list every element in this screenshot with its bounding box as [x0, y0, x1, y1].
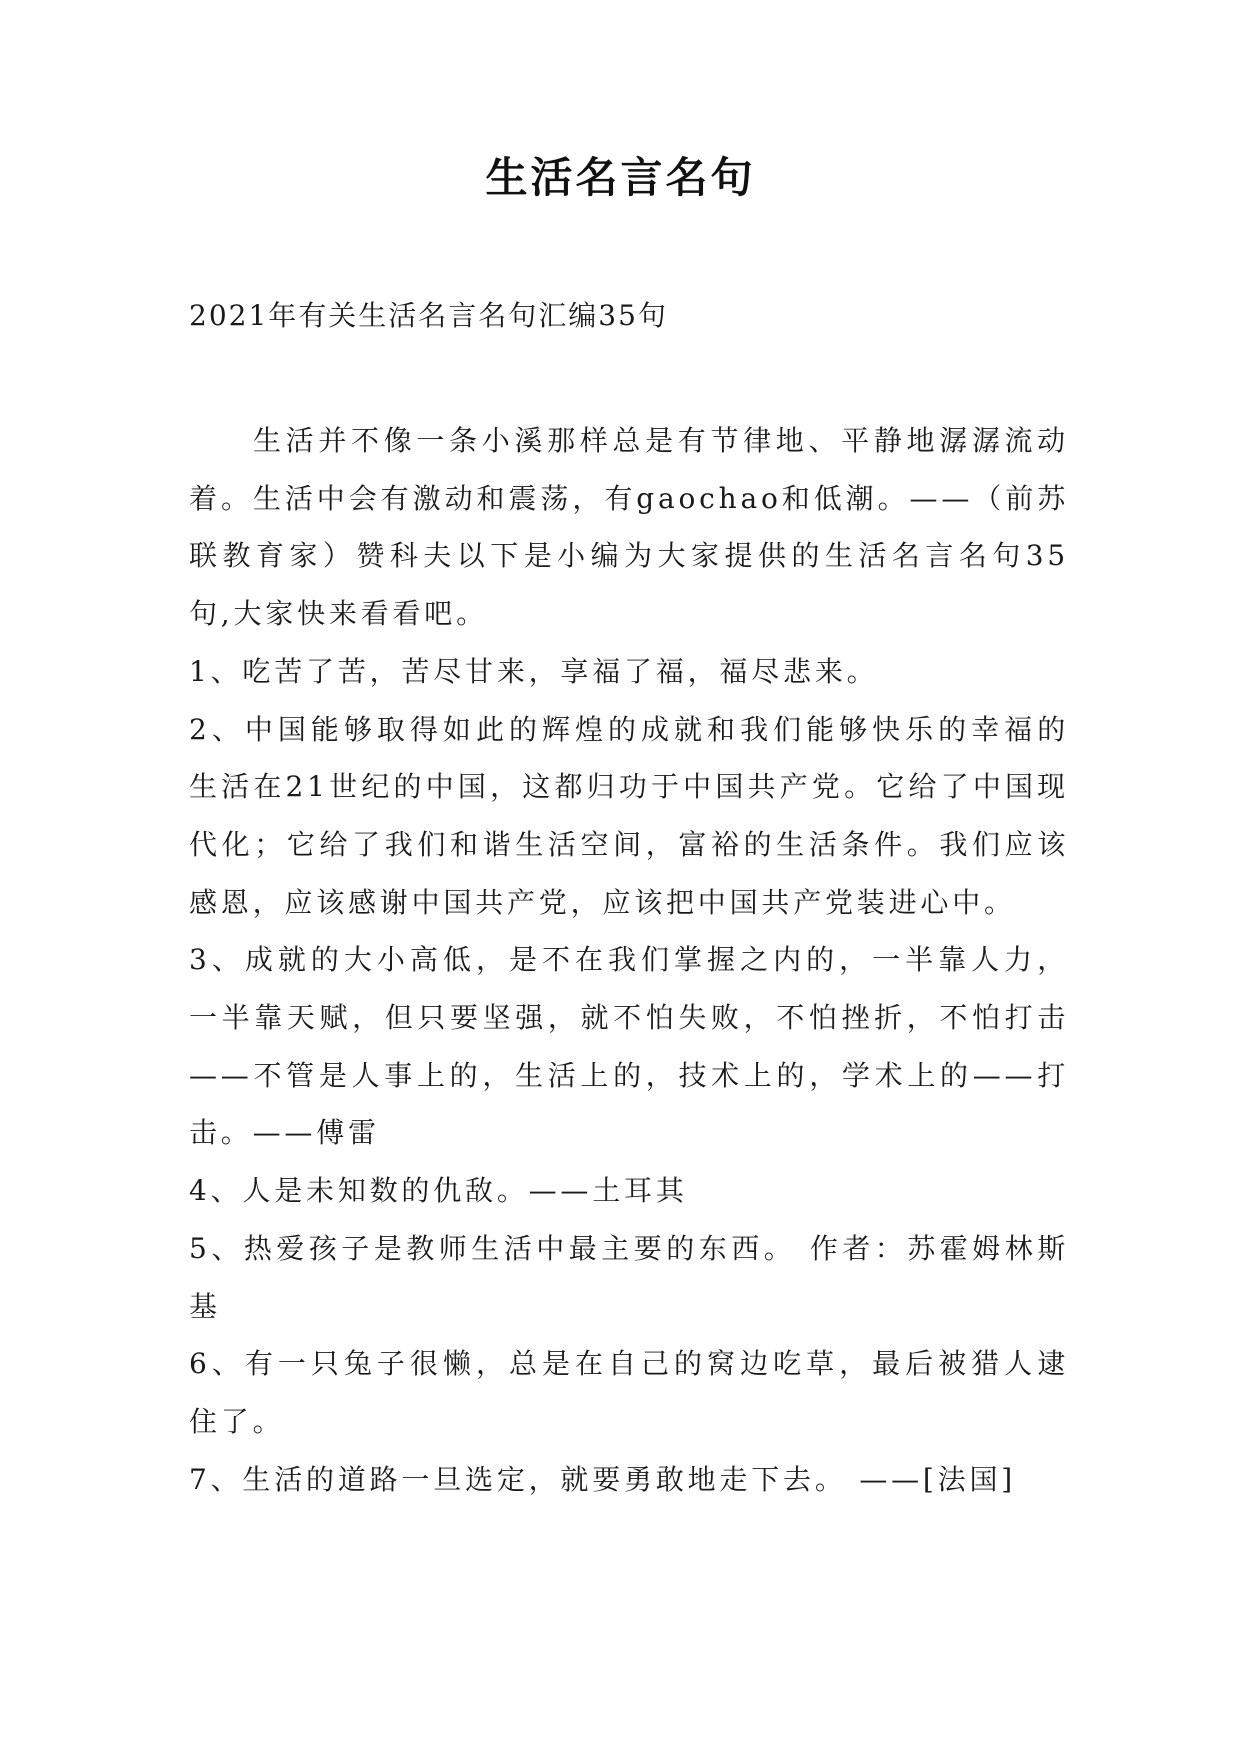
- quote-paragraph-4: 4、人是未知数的仇敌。——土耳其: [189, 1174, 688, 1208]
- quote-paragraph-7: 7、生活的道路一旦选定，就要勇敢地走下去。 ——[法国]: [189, 1462, 1016, 1496]
- document-subtitle: 2021年有关生活名言名句汇编35句: [189, 299, 668, 332]
- quote-paragraph-3: 3、成就的大小高低，是不在我们掌握之内的，一半靠人力，一半靠天赋，但只要坚强，就不怕失败，不怕挫折，不怕打击——不管是人事上的，生活上的，技术上的，学术上的——打击。——傅雷: [189, 943, 1069, 1150]
- intro-paragraph: 生活并不像一条小溪那样总是有节律地、平静地潺潺流动着。生活中会有激动和震荡，有gaochao和低潮。——（前苏联教育家）赞科夫以下是小编为大家提供的生活名言名句35句,大家快来看看吧。: [189, 424, 1069, 631]
- quote-paragraph-6: 6、有一只兔子很懒，总是在自己的窝边吃草，最后被猎人逮住了。: [189, 1347, 1069, 1438]
- quote-paragraph-2: 2、中国能够取得如此的辉煌的成就和我们能够快乐的幸福的生活在21世纪的中国，这都归功于中国共产党。它给了中国现代化；它给了我们和谐生活空间，富裕的生活条件。我们应该感恩，应该感谢中国共产党，应该把中国共产党装进心中。: [189, 712, 1069, 919]
- document-body: [189, 412, 1069, 1508]
- document-title: 生活名言名句: [485, 153, 756, 202]
- quote-paragraph-1: 1、吃苦了苦，苦尽甘来，享福了福，福尽悲来。: [189, 654, 879, 688]
- quote-paragraph-5: 5、热爱孩子是教师生活中最主要的东西。 作者：苏霍姆林斯基: [189, 1231, 1069, 1323]
